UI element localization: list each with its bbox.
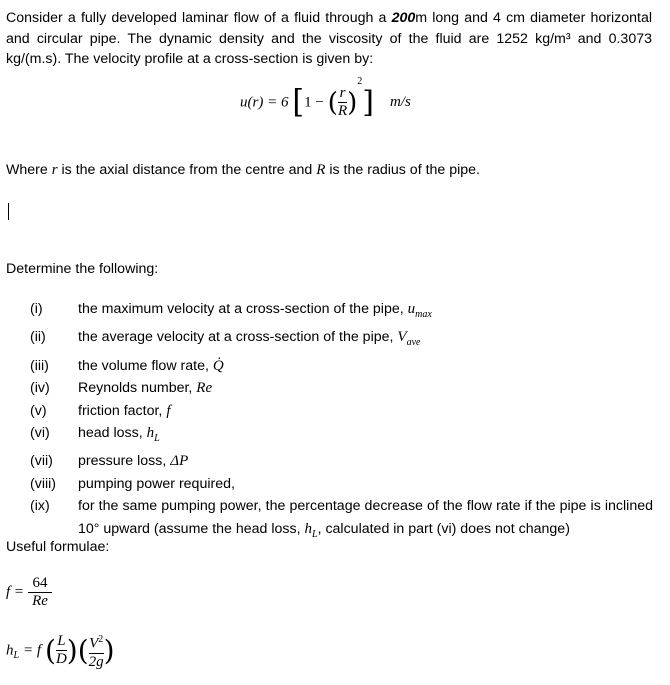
- intro-text-start: Consider a fully developed laminar flow of a fluid through a: [6, 10, 392, 26]
- friction-factor-formula: [6, 576, 52, 609]
- list-item: [30, 355, 653, 378]
- item-number: (vi): [30, 425, 50, 442]
- item-number: (ii): [30, 329, 46, 346]
- friction-numerator: 64: [32, 575, 48, 591]
- item-symbol: h: [304, 520, 312, 537]
- item-subscript: L: [312, 528, 318, 540]
- item-number: (vii): [30, 453, 53, 470]
- headloss-eq: = f: [23, 642, 42, 659]
- item-text: the maximum velocity at a cross-section of the pipe,: [78, 301, 408, 317]
- item-symbol: h: [146, 425, 155, 442]
- item-number: (iv): [30, 380, 50, 397]
- item-number: (iii): [30, 357, 49, 374]
- headloss-lhs: h: [6, 642, 14, 659]
- paren-open: (: [327, 87, 338, 118]
- item-text: pumping power required,: [78, 475, 235, 492]
- velocity-lhs: u(r) = 6: [240, 94, 289, 111]
- frac-denominator: R: [337, 103, 348, 119]
- bracket-close: ]: [362, 84, 374, 120]
- paren-close: ): [103, 634, 115, 668]
- frac-numerator: V: [89, 635, 99, 652]
- item-symbol: Re: [196, 380, 213, 397]
- item-text: the volume flow rate,: [78, 357, 213, 374]
- intro-text-end: m long and 4 cm diameter horizontal and circular pipe. The dynamic density and the viscosity of the fluid are 1252 kg/m³ and 0.3073 kg/(m.s). The velocity profile at a cross-section is given by:: [6, 10, 652, 67]
- where-R: R: [316, 162, 326, 178]
- friction-lhs: f =: [6, 584, 25, 600]
- frac-denominator: 2g: [88, 653, 104, 670]
- head-loss-formula: [6, 632, 115, 670]
- item-text-after: , calculated in part (vi) does not change): [317, 520, 570, 537]
- headloss-lhs-sub: L: [13, 650, 20, 662]
- item-text: pressure loss,: [78, 453, 171, 470]
- item-symbol: ΔP: [170, 453, 189, 470]
- paren-open: (: [45, 634, 56, 668]
- item-text: the average velocity at a cross-section of the pipe,: [78, 329, 398, 346]
- friction-denominator: Re: [32, 593, 48, 609]
- where-text-3: is the radius of the pipe.: [325, 162, 481, 178]
- item-symbol: Q̇: [212, 357, 224, 374]
- list-item: [30, 326, 653, 354]
- item-symbol: f: [166, 402, 171, 419]
- list-item: [30, 377, 653, 400]
- item-subscript: ave: [406, 337, 421, 349]
- list-item: [30, 400, 653, 423]
- V2-over-2g-fraction: [89, 632, 104, 670]
- intro-paragraph: [6, 8, 652, 70]
- list-item: [30, 298, 653, 326]
- paren-close: ): [66, 634, 78, 668]
- r-over-R-fraction: [338, 86, 347, 119]
- L-over-D-fraction: [56, 634, 67, 667]
- frac-numerator: L: [57, 633, 66, 650]
- paren-open: (: [77, 634, 89, 668]
- item-symbol: u: [407, 301, 416, 317]
- item-symbol: V: [397, 329, 407, 346]
- item-number: (viii): [30, 475, 56, 492]
- list-item: [30, 422, 653, 450]
- item-text: for the same pumping power, the percentage decrease of the flow rate if the pipe is inclined 10° upward (assume the head loss,: [78, 498, 653, 537]
- frac-numerator: r: [339, 85, 346, 101]
- pipe-length: 200: [391, 10, 416, 26]
- where-sentence: [6, 160, 652, 181]
- exponent: 2: [357, 76, 363, 87]
- useful-formulae-heading: Useful formulae:: [6, 539, 110, 555]
- velocity-units: m/s: [389, 94, 411, 111]
- item-subscript: L: [154, 432, 160, 444]
- item-text: Reynolds number,: [78, 380, 197, 397]
- where-text-2: is the axial distance from the centre and: [57, 162, 317, 178]
- list-item: [30, 450, 653, 473]
- list-item: [30, 473, 653, 496]
- friction-fraction: [28, 576, 52, 609]
- item-number: (i): [30, 301, 43, 317]
- item-text: head loss,: [78, 425, 147, 442]
- exponent: 2: [98, 634, 104, 645]
- paren-close: ): [347, 87, 358, 118]
- frac-denominator: D: [55, 651, 67, 668]
- item-text: friction factor,: [78, 402, 167, 419]
- where-r: r: [51, 162, 58, 178]
- text-cursor: [8, 203, 9, 220]
- velocity-one-minus: 1 −: [304, 94, 324, 111]
- item-subscript: max: [415, 308, 432, 320]
- item-number: (v): [30, 402, 47, 419]
- velocity-equation: [240, 76, 411, 121]
- question-list: [30, 298, 653, 546]
- bracket-open: [: [292, 83, 305, 121]
- item-number: (ix): [30, 498, 50, 515]
- where-text-1: Where: [6, 162, 52, 178]
- determine-heading: Determine the following:: [6, 261, 159, 277]
